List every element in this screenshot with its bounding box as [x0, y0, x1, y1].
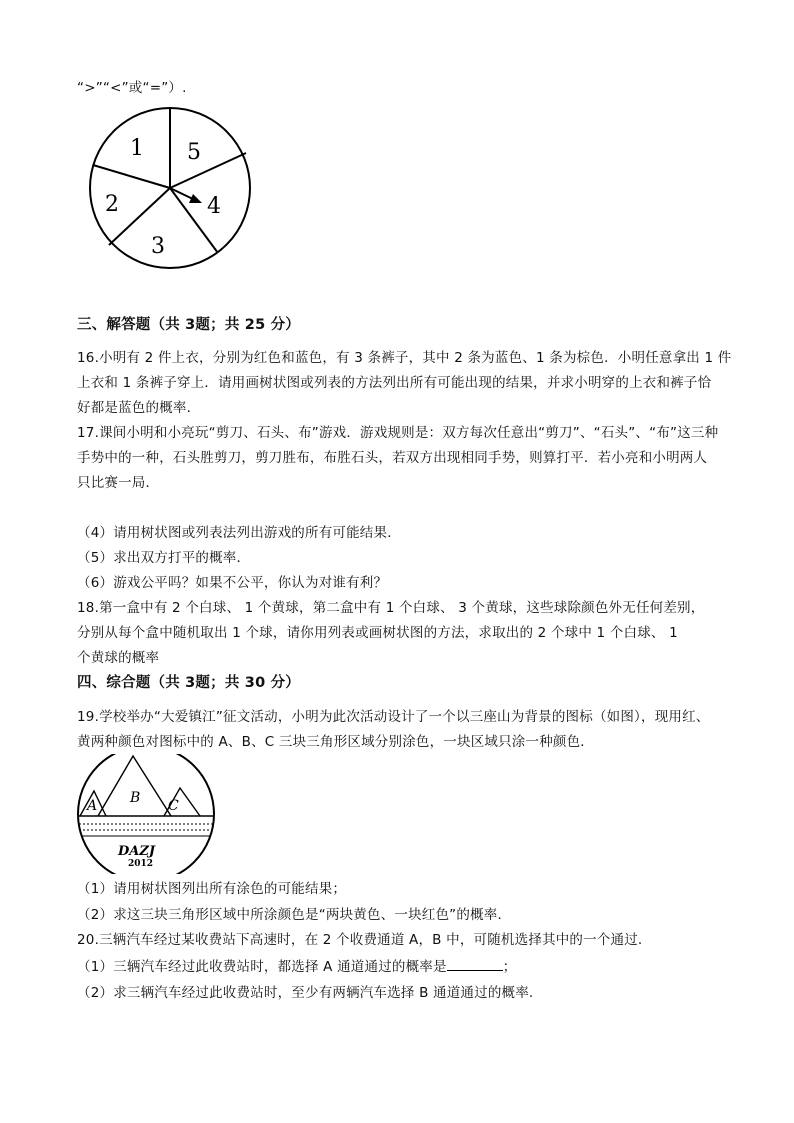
q16-line: 好都是蓝色的概率．	[77, 400, 201, 416]
q20-sub1-end: ；	[502, 959, 517, 975]
q18-line: 分别从每个盒中随机取出 1 个球，请你用列表或画树状图的方法，求取出的 2 个球中 1 个白球、 1	[77, 625, 678, 641]
q19-line: 黄两种颜色对图标中的 A、B、C 三块三角形区域分别涂色，一块区域只涂一种颜色．	[77, 734, 595, 750]
sector-label: 1	[130, 136, 144, 161]
q17-line: 只比赛一局．	[77, 475, 160, 491]
q17-subquestion: （6）游戏公平吗？如果不公平，你认为对谁有利？	[77, 575, 388, 591]
region-b-label: B	[130, 790, 141, 806]
answer-blank	[447, 956, 503, 971]
q19-subquestion: （2）求这三块三角形区域中所涂颜色是“两块黄色、一块红色”的概率．	[77, 907, 512, 923]
spinner-figure	[85, 103, 255, 278]
q16-line: 16.小明有 2 件上衣，分别为红色和蓝色，有 3 条裤子，其中 2 条为蓝色、1 条为棕色．小明任意拿出 1 件	[77, 350, 732, 366]
sector-label: 3	[151, 234, 165, 259]
q20-sub1-text: （1）三辆汽车经过此收费站时，都选择 A 通道通过的概率是	[77, 959, 447, 975]
q17-line: 17.课间小明和小亮玩“剪刀、石头、布”游戏．游戏规则是：双方每次任意出“剪刀”、“石头”、“布”这三种	[77, 425, 719, 441]
sector-label: 5	[187, 140, 201, 165]
q16-line: 上衣和 1 条裤子穿上．请用画树状图或列表的方法列出所有可能出现的结果，并求小明穿的上衣和裤子恰	[77, 375, 712, 391]
q17-line: 手势中的一种，石头胜剪刀，剪刀胜布，布胜石头，若双方出现相同手势，则算打平．若小亮和小明两人	[77, 450, 708, 466]
q20-subquestion-1	[77, 956, 516, 977]
sector-label: 2	[105, 192, 119, 217]
section-three-heading: 三、解答题（共 3题；共 25 分）	[77, 317, 301, 333]
region-a-label: A	[87, 798, 98, 814]
q19-subquestion: （1）请用树状图列出所有涂色的可能结果；	[77, 881, 347, 897]
dazj-logo	[76, 754, 216, 874]
q18-line: 18.第一盒中有 2 个白球、 1 个黄球，第二盒中有 1 个白球、 3 个黄球，这些球除颜色外无任何差别，	[77, 600, 705, 616]
region-c-label: C	[168, 798, 179, 814]
q17-subquestion: （5）求出双方打平的概率．	[77, 550, 251, 566]
sector-label: 4	[207, 194, 221, 219]
logo-title: DAZJ	[118, 844, 156, 859]
q19-line: 19.学校举办“大爱镇江”征文活动，小明为此次活动设计了一个以三座山为背景的图标（如图），现用红、	[77, 709, 710, 725]
top-line: “>”“<”或“=”）.	[77, 80, 187, 96]
q20-subquestion-2: （2）求三辆汽车经过此收费站时，至少有两辆汽车选择 B 通道通过的概率.	[77, 985, 534, 1001]
q17-subquestion: （4）请用树状图或列表法列出游戏的所有可能结果．	[77, 525, 401, 541]
q18-line: 个黄球的概率	[77, 650, 160, 666]
section-four-heading: 四、综合题（共 3题；共 30 分）	[77, 675, 301, 691]
logo-year: 2012	[128, 859, 154, 869]
q20-line: 20.三辆汽车经过某收费站下高速时，在 2 个收费通道 A，B 中，可随机选择其中的一个通过.	[77, 932, 643, 948]
